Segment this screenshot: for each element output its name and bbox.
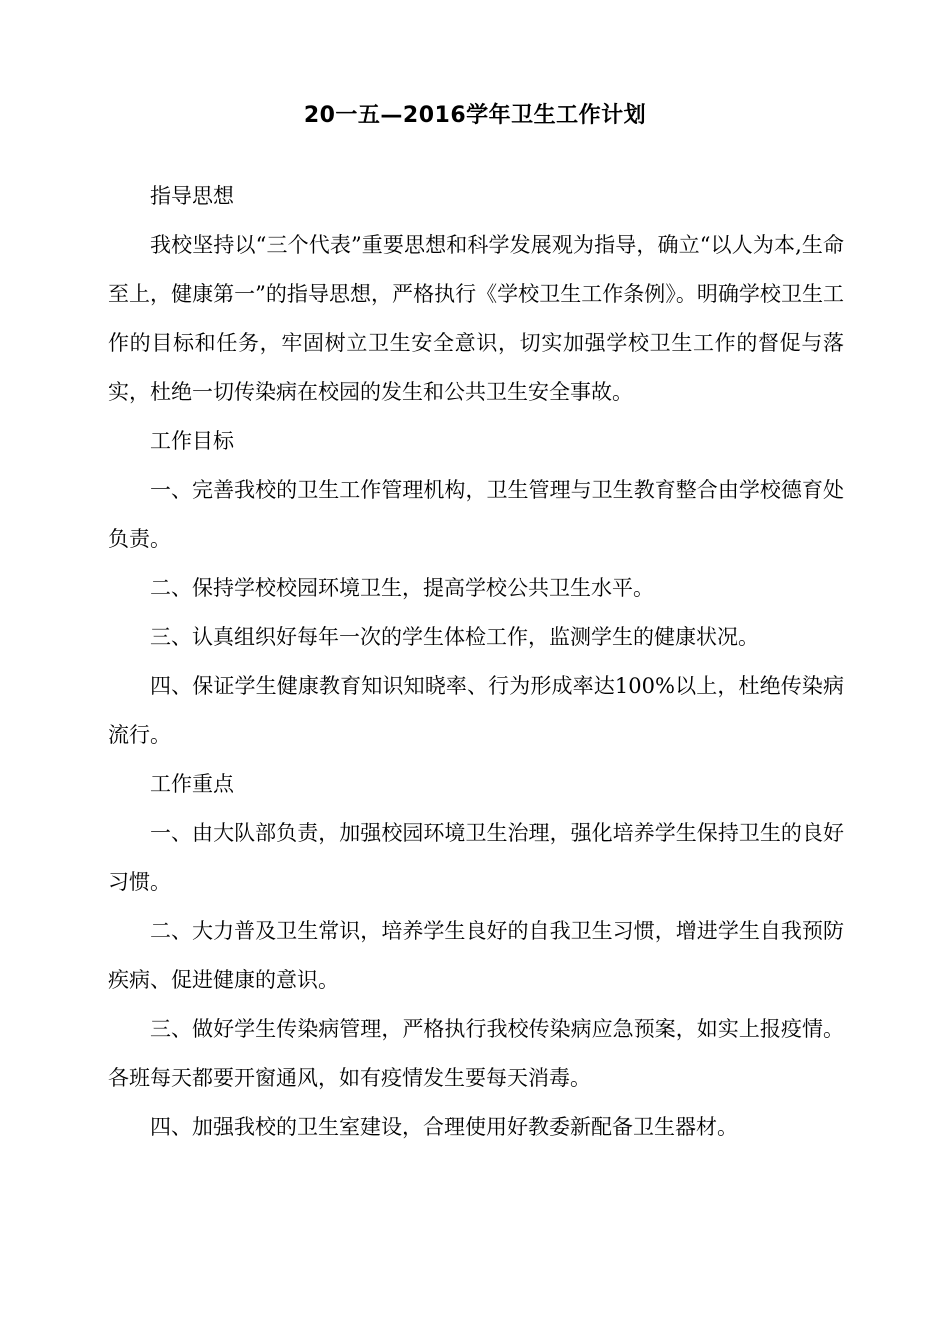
document-title: 20一五—2016学年卫生工作计划 bbox=[303, 103, 647, 128]
document-body bbox=[108, 172, 844, 1152]
section-heading-work-focus: 工作重点 bbox=[150, 772, 234, 796]
goal-item-2: 二、保持学校校园环境卫生，提高学校公共卫生水平。 bbox=[150, 576, 654, 600]
section-heading-guiding-ideology: 指导思想 bbox=[150, 184, 234, 208]
focus-item-1: 一、由大队部负责，加强校园环境卫生治理，强化培养学生保持卫生的良好习惯。 bbox=[108, 821, 844, 894]
focus-item-3: 三、做好学生传染病管理，严格执行我校传染病应急预案，如实上报疫情。各班每天都要开窗通风，如有疫情发生要每天消毒。 bbox=[108, 1017, 844, 1090]
focus-item-2: 二、大力普及卫生常识，培养学生良好的自我卫生习惯，增进学生自我预防疾病、促进健康的意识。 bbox=[108, 919, 844, 992]
focus-item-4: 四、加强我校的卫生室建设，合理使用好教委新配备卫生器材。 bbox=[150, 1115, 738, 1139]
goal-item-1: 一、完善我校的卫生工作管理机构，卫生管理与卫生教育整合由学校德育处负责。 bbox=[108, 478, 844, 551]
section-heading-work-goals: 工作目标 bbox=[150, 429, 234, 453]
goal-item-3: 三、认真组织好每年一次的学生体检工作，监测学生的健康状况。 bbox=[150, 625, 759, 649]
paragraph-guiding-ideology: 我校坚持以“三个代表”重要思想和科学发展观为指导，确立“以人为本,生命至上，健康第一”的指导思想，严格执行《学校卫生工作条例》。明确学校卫生工作的目标和任务，牢固树立卫生安全意识，切实加强学校卫生工作的督促与落实，杜绝一切传染病在校园的发生和公共卫生安全事故。 bbox=[108, 233, 844, 404]
goal-item-4: 四、保证学生健康教育知识知晓率、行为形成率达100%以上，杜绝传染病流行。 bbox=[108, 674, 844, 747]
